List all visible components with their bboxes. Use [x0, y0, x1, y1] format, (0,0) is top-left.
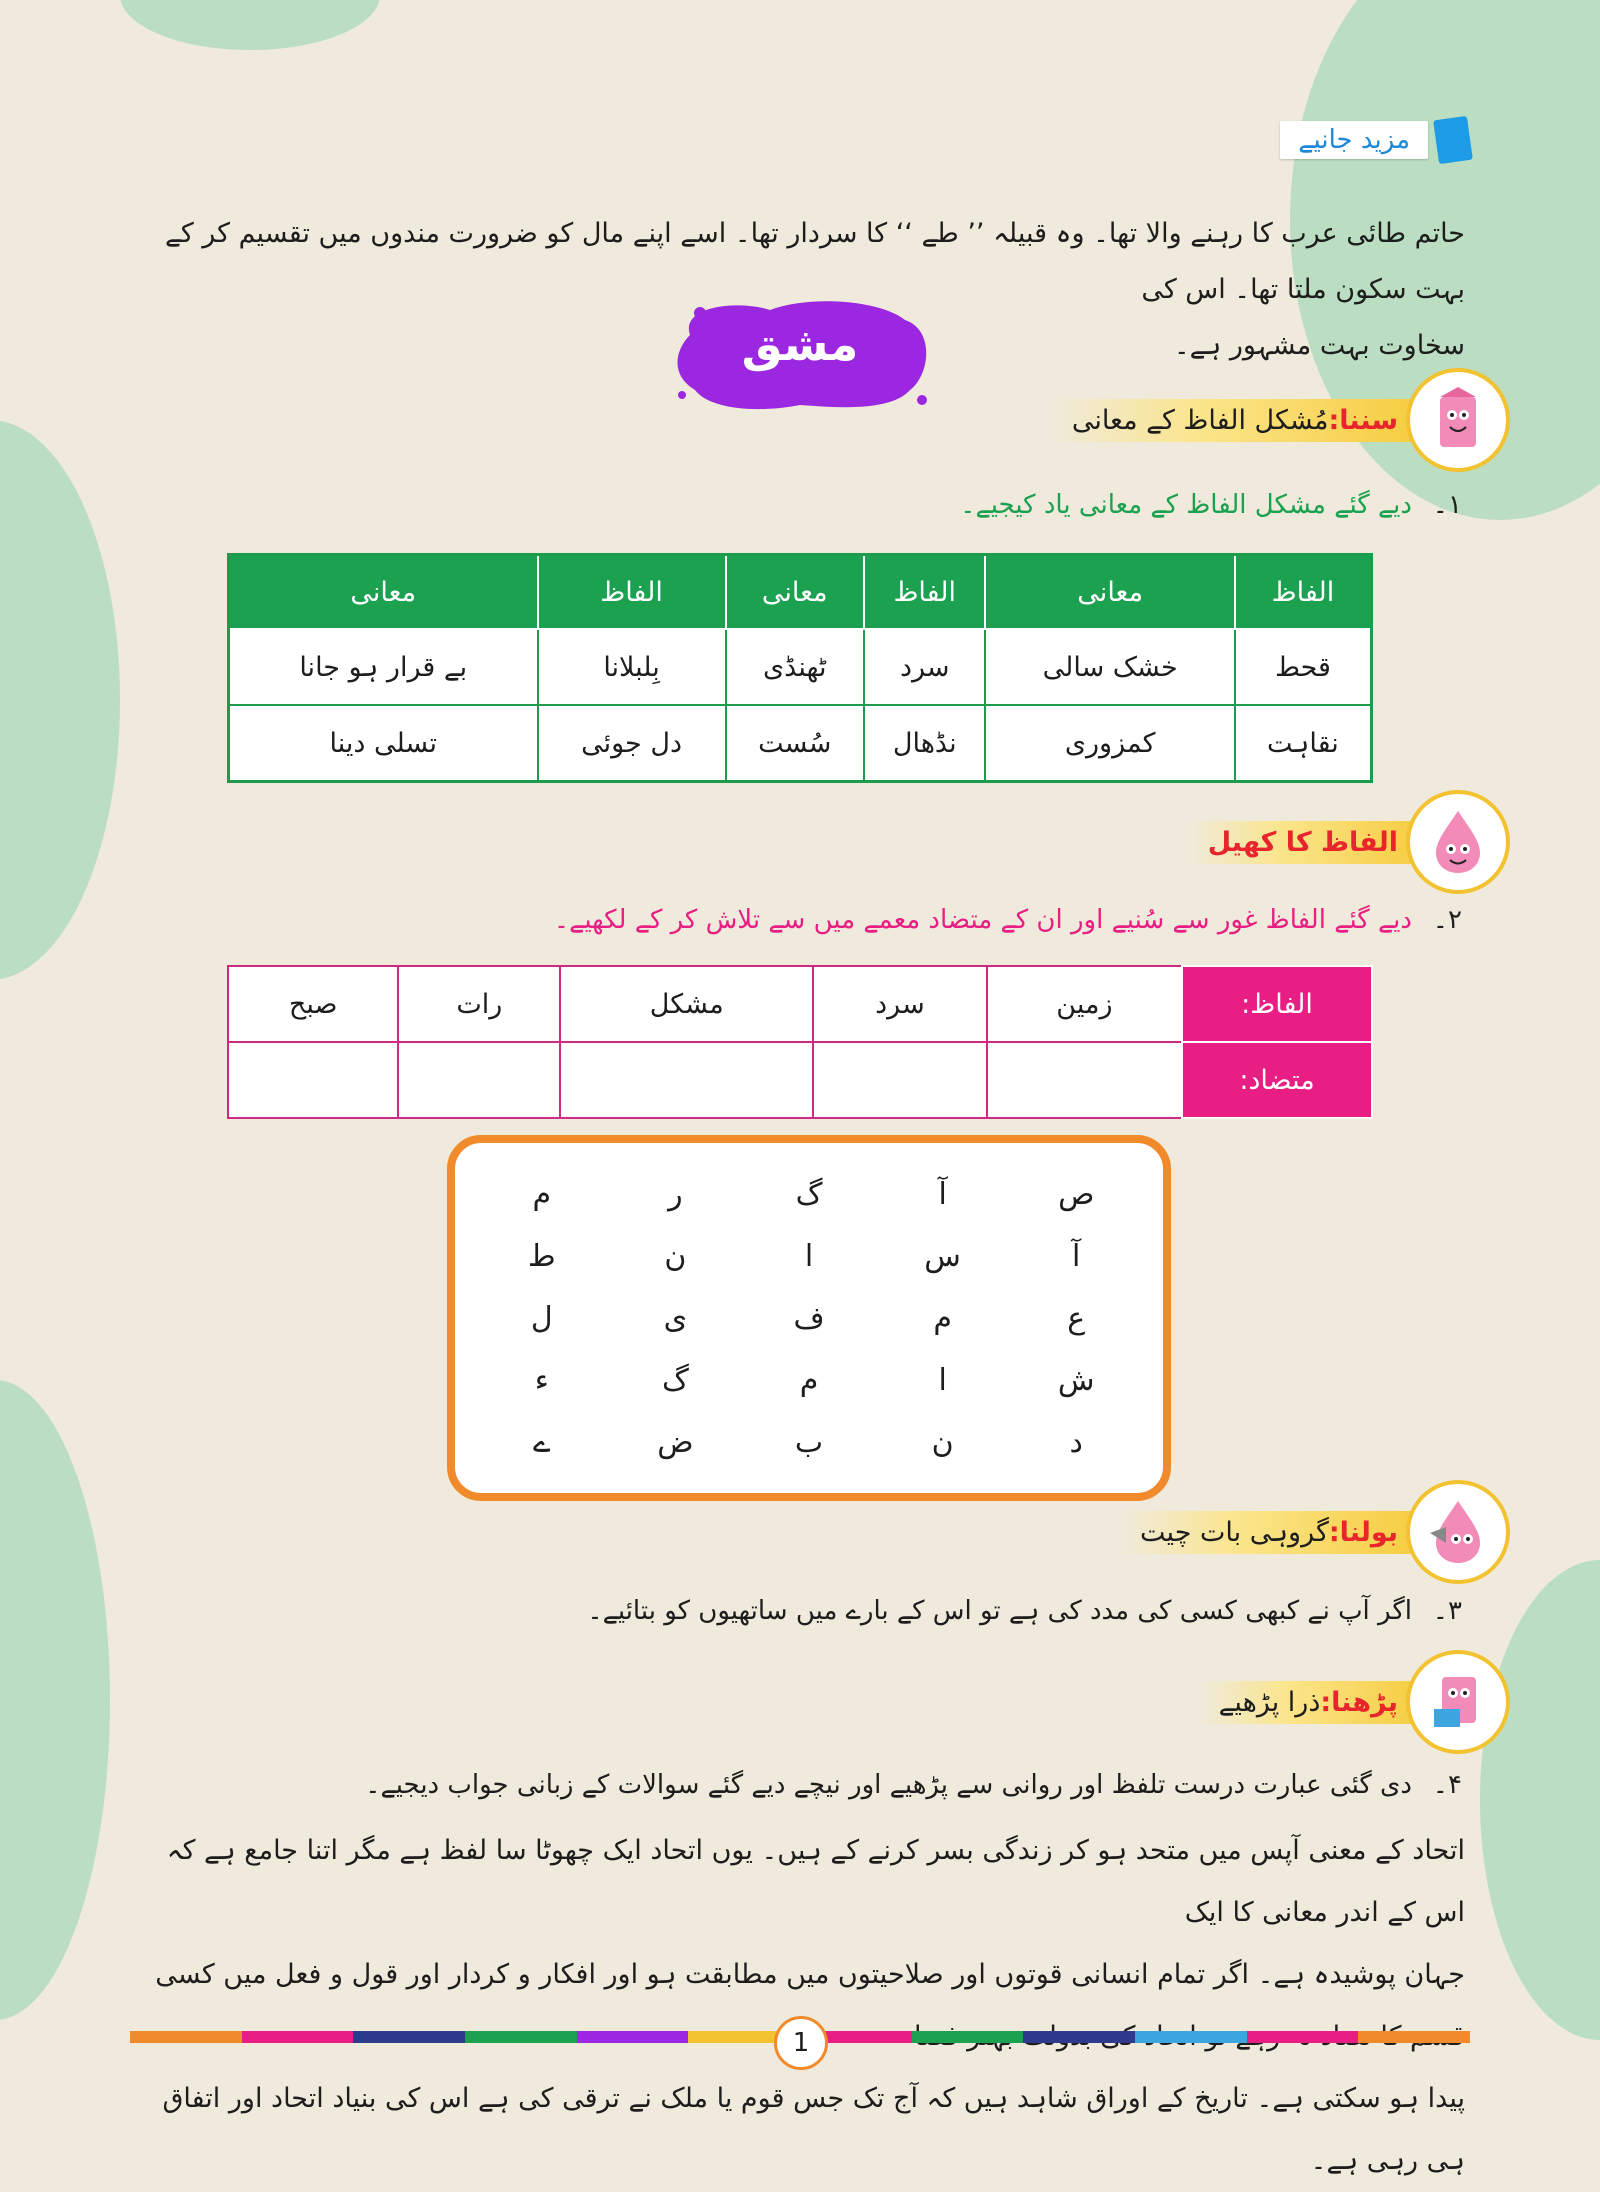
learn-more-tag	[1280, 118, 1470, 162]
word-cell: رات	[398, 966, 560, 1042]
header-cell: الفاظ	[1235, 555, 1372, 630]
question-1	[960, 490, 1462, 520]
puzzle-letter: م	[799, 1362, 819, 1398]
passage-line-2: جہان پوشیدہ ہے۔ اگر تمام انسانی قوتوں اور صلاحیتوں میں مطابقت ہو اور افکار و کردار اور قول و فعل میں کسی	[155, 1959, 1465, 1990]
reading-text: ذرا پڑھیے	[1218, 1686, 1321, 1718]
puzzle-letter: ص	[1058, 1176, 1095, 1212]
megaphone-mascot-icon	[1406, 1480, 1510, 1584]
puzzle-letter: د	[1069, 1424, 1083, 1460]
section-word-game	[1188, 790, 1510, 894]
answer-cell[interactable]	[228, 1042, 398, 1118]
bg-blob-bottom-left	[0, 1380, 110, 2020]
puzzle-letter: ف	[793, 1300, 825, 1336]
table-cell: کمزوری	[985, 705, 1234, 782]
reading-key: پڑھنا:	[1320, 1686, 1398, 1718]
speaking-key: بولنا:	[1328, 1516, 1398, 1548]
question-1-number: ۱۔	[1432, 490, 1462, 520]
puzzle-letter: ر	[668, 1176, 683, 1212]
section-speaking	[1120, 1480, 1510, 1584]
table-cell: تسلی دینا	[229, 705, 538, 782]
reading-banner	[1199, 1681, 1426, 1724]
question-2-text: دیے گئے الفاظ غور سے سُنیے اور ان کے متضاد معمے میں سے تلاش کر کے لکھیے۔	[553, 905, 1412, 935]
table-cell: بے قرار ہو جانا	[229, 629, 538, 705]
answer-cell[interactable]	[813, 1042, 987, 1118]
question-3-text: اگر آپ نے کبھی کسی کی مدد کی ہے تو اس کے بارے میں ساتھیوں کو بتائیے۔	[587, 1596, 1412, 1626]
question-2	[554, 905, 1462, 935]
question-3-number: ۳۔	[1432, 1596, 1462, 1626]
puzzle-letter: م	[532, 1176, 552, 1212]
word-cell: مشکل	[560, 966, 813, 1042]
puzzle-letter: ش	[1057, 1362, 1095, 1398]
speaking-text: گروہی بات چیت	[1140, 1516, 1329, 1548]
word-game-key: الفاظ کا کھیل	[1207, 826, 1398, 858]
puzzle-letter: گ	[661, 1362, 689, 1398]
header-cell: معانی	[985, 555, 1234, 630]
words-label: الفاظ:	[1182, 966, 1372, 1042]
speaking-banner	[1120, 1511, 1426, 1554]
answer-cell[interactable]	[398, 1042, 560, 1118]
drop-mascot-icon	[1406, 790, 1510, 894]
meanings-table	[227, 553, 1373, 783]
word-cell: صبح	[228, 966, 398, 1042]
bg-blob-top-left	[120, 0, 380, 50]
note-icon	[1433, 116, 1473, 164]
table-cell: سرد	[864, 629, 986, 705]
letter-puzzle	[447, 1135, 1171, 1501]
meanings-header-row	[229, 555, 1372, 630]
question-3	[587, 1596, 1462, 1626]
puzzle-letter: ب	[794, 1424, 824, 1460]
puzzle-letter: ط	[527, 1238, 556, 1274]
puzzle-letter: آ	[938, 1176, 947, 1212]
table-row	[229, 629, 1372, 705]
puzzle-letter: گ	[795, 1176, 823, 1212]
puzzle-grid	[475, 1163, 1143, 1473]
question-4-text: دی گئی عبارت درست تلفظ اور روانی سے پڑھیے اور نیچے دیے گئے سوالات کے زبانی جواب دیجیے۔	[365, 1770, 1412, 1800]
puzzle-letter: س	[924, 1238, 961, 1274]
table-cell: نڈھال	[864, 705, 986, 782]
listening-banner	[1052, 399, 1426, 442]
page-number: 1	[774, 2016, 828, 2070]
intro-line-2: سخاوت بہت مشہور ہے۔	[1173, 330, 1465, 361]
reading-passage	[135, 1820, 1465, 2192]
puzzle-letter: ے	[533, 1424, 551, 1460]
table-cell: قحط	[1235, 629, 1372, 705]
bg-blob-bottom-right	[1480, 1560, 1600, 2040]
answer-cell[interactable]	[987, 1042, 1182, 1118]
antonyms-label: متضاد:	[1182, 1042, 1372, 1118]
table-cell: دل جوئی	[538, 705, 726, 782]
section-listening	[1052, 368, 1510, 472]
milk-carton-mascot-icon	[1406, 368, 1510, 472]
passage-line-1: اتحاد کے معنی آپس میں متحد ہو کر زندگی بسر کرنے کے ہیں۔ یوں اتحاد ایک چھوٹا سا لفظ ہے مگر اتنا جامع ہے کہ اس کے اندر معانی کا ایک	[166, 1835, 1465, 1928]
question-4-number: ۴۔	[1432, 1770, 1462, 1800]
listening-key: سننا:	[1328, 404, 1398, 436]
exercise-title-badge	[660, 295, 940, 415]
header-cell: معانی	[726, 555, 864, 630]
puzzle-letter: ا	[938, 1362, 947, 1398]
puzzle-letter: ا	[804, 1238, 814, 1274]
reading-mascot-icon	[1406, 1650, 1510, 1754]
question-1-text: دیے گئے مشکل الفاظ کے معانی یاد کیجیے۔	[960, 490, 1412, 520]
puzzle-letter: ی	[663, 1300, 688, 1336]
puzzle-letter: م	[933, 1300, 952, 1336]
table-cell: خشک سالی	[985, 629, 1234, 705]
word-cell: زمین	[987, 966, 1182, 1042]
words-row	[228, 966, 1372, 1042]
header-cell: الفاظ	[864, 555, 986, 630]
bg-blob-left	[0, 420, 120, 980]
table-cell: بِلبلانا	[538, 629, 726, 705]
antonyms-row	[228, 1042, 1372, 1118]
puzzle-letter: ض	[657, 1424, 694, 1460]
antonym-table	[227, 965, 1373, 1119]
puzzle-letter: ع	[1067, 1300, 1086, 1336]
word-cell: سرد	[813, 966, 987, 1042]
question-4	[365, 1770, 1462, 1800]
answer-cell[interactable]	[560, 1042, 813, 1118]
intro-line-1: حاتم طائی عرب کا رہنے والا تھا۔ وہ قبیلہ ’’ طے ‘‘ کا سردار تھا۔ اسے اپنے مال کو ضرورت مندوں میں تقسیم کر کے بہت سکون ملتا تھا۔ اس کی	[165, 218, 1465, 305]
header-cell: الفاظ	[538, 555, 726, 630]
puzzle-letter: ن	[664, 1238, 687, 1274]
passage-line-3: پیدا ہو سکتی ہے۔ تاریخ کے اوراق شاہد ہیں کہ آج تک جس قوم یا ملک نے ترقی کی ہے اس کی بنیاد اتحاد اور اتفاق ہی رہی ہے۔	[162, 2083, 1465, 2176]
exercise-title: مشق	[741, 317, 859, 371]
section-reading	[1199, 1650, 1510, 1754]
puzzle-letter: ل	[530, 1300, 553, 1336]
puzzle-letter: ن	[931, 1424, 954, 1460]
learn-more-label: مزید جانیے	[1280, 121, 1428, 159]
word-game-banner	[1188, 821, 1426, 864]
puzzle-letter: ء	[534, 1362, 549, 1398]
puzzle-letter: آ	[1072, 1238, 1081, 1274]
listening-text: مُشکل الفاظ کے معانی	[1071, 404, 1329, 436]
table-cell: ٹھنڈی	[726, 629, 864, 705]
table-cell: نقاہت	[1235, 705, 1372, 782]
table-row	[229, 705, 1372, 782]
question-2-number: ۲۔	[1432, 905, 1462, 935]
header-cell: معانی	[229, 555, 538, 630]
table-cell: سُست	[726, 705, 864, 782]
